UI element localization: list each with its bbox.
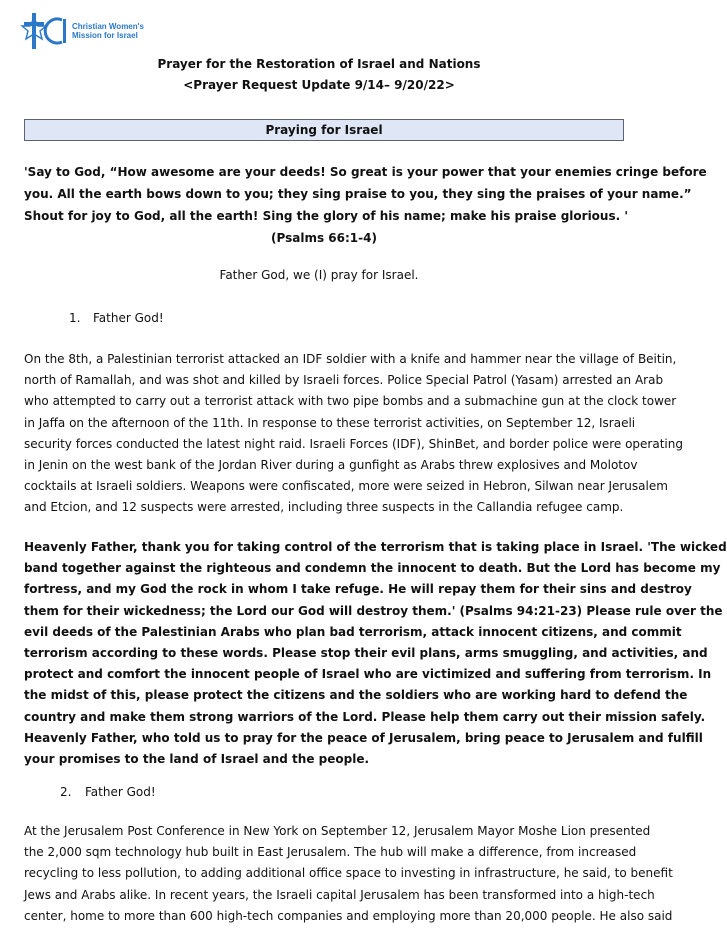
section-heading: Father God! [85,785,156,799]
intro-line: Father God, we (I) pray for Israel. [219,268,419,282]
cross-star-icon [22,12,68,50]
verse-line: you. All the earth bows down to you; they sing praise to you, they sing the praises of your name.” [24,187,692,201]
prayer-line: your promises to the land of Israel and the people. [24,752,370,767]
verse-reference: (Psalms 66:1-4) [271,231,377,245]
section-prayer [24,537,727,770]
body-line: in Jaffa on the afternoon of the 11th. In response to these terrorist activities, on September 12, Israeli [24,415,636,430]
prayer-line: terrorism according to these words. Please stop their evil plans, arms smuggling, and activities, and [24,646,708,661]
body-line: recycling to less pollution, to adding additional office space to investing in infrastructure, he said, to benefit [24,866,673,881]
organization-logo [22,12,144,50]
body-line: security forces conducted the latest night raid. Israeli Forces (IDF), ShinBet, and border police were operating [24,436,683,451]
body-line: north of Ramallah, and was shot and killed by Israeli forces. Police Special Patrol (Yasam) arrested an Arab [24,373,664,388]
scripture-verse [24,161,707,249]
body-line: who attempted to carry out a terrorist attack with two pipe bombs and a submachine gun at the clock tower [24,394,677,409]
prayer-line: them for their wickedness; the Lord our God will destroy them.' (Psalms 94:21-23) Please rule over the [24,603,723,618]
section-number: 2. [60,785,72,799]
section-body [24,349,683,519]
prayer-line: the midst of this, please protect the citizens and the soldiers who are working hard to defend the [24,688,688,703]
body-line: Jews and Arabs alike. In recent years, the Israeli capital Jerusalem has been transformed into a high-tech [24,887,655,902]
prayer-line: band together against the righteous and condemn the innocent to death. But the Lord has become my [24,561,721,576]
body-line: the 2,000 sqm technology hub built in East Jerusalem. The hub will make a difference, from increased [24,845,637,860]
section-banner: Praying for Israel [24,119,624,141]
body-line: center, home to more than 600 high-tech companies and employing more than 20,000 people. He also said [24,908,673,923]
section-heading: Father God! [93,311,164,325]
document-title: Prayer for the Restoration of Israel and Nations [157,57,481,71]
verse-line: Shout for joy to God, all the earth! Sing the glory of his name; make his praise glorious. ' [24,209,629,223]
body-line: and Etcion, and 12 suspects were arrested, including three suspects in the Callandia refugee camp. [24,500,624,515]
prayer-line: protect and comfort the innocent people of Israel who are victimized and suffering from terrorism. In [24,667,712,682]
body-line: On the 8th, a Palestinian terrorist attacked an IDF soldier with a knife and hammer near the village of Beitin, [24,352,677,366]
verse-line: 'Say to God, “How awesome are your deeds! So great is your power that your enemies cringe before [24,165,707,179]
body-line: in Jenin on the west bank of the Jordan River during a gunfight as Arabs threw explosives and Molotov [24,458,638,473]
section-number: 1. [69,311,81,325]
prayer-line: country and make them strong warriors of the Lord. Please help them carry out their mission safely. [24,709,706,724]
logo-text-line1: Christian Women's [72,21,144,31]
prayer-line: Heavenly Father, who told us to pray for the peace of Jerusalem, bring peace to Jerusalem and fulfill [24,730,703,745]
document-subtitle: <Prayer Request Update 9/14– 9/20/22> [183,78,455,92]
section-body [24,821,673,927]
prayer-line: Heavenly Father, thank you for taking control of the terrorism that is taking place in Israel. 'The wicked [24,540,727,554]
prayer-line: evil deeds of the Palestinian Arabs who plan bad terrorism, attack innocent citizens, and commit [24,624,682,639]
body-line: At the Jerusalem Post Conference in New York on September 12, Jerusalem Mayor Moshe Lion presented [24,824,651,838]
logo-text-line2: Mission for Israel [72,31,138,40]
body-line: cocktails at Israeli soldiers. Weapons were confiscated, more were seized in Hebron, Silwan near Jerusalem [24,479,668,494]
prayer-line: fortress, and my God the rock in whom I take refuge. He will repay them for their sins and destroy [24,582,692,597]
logo-text [72,22,144,41]
